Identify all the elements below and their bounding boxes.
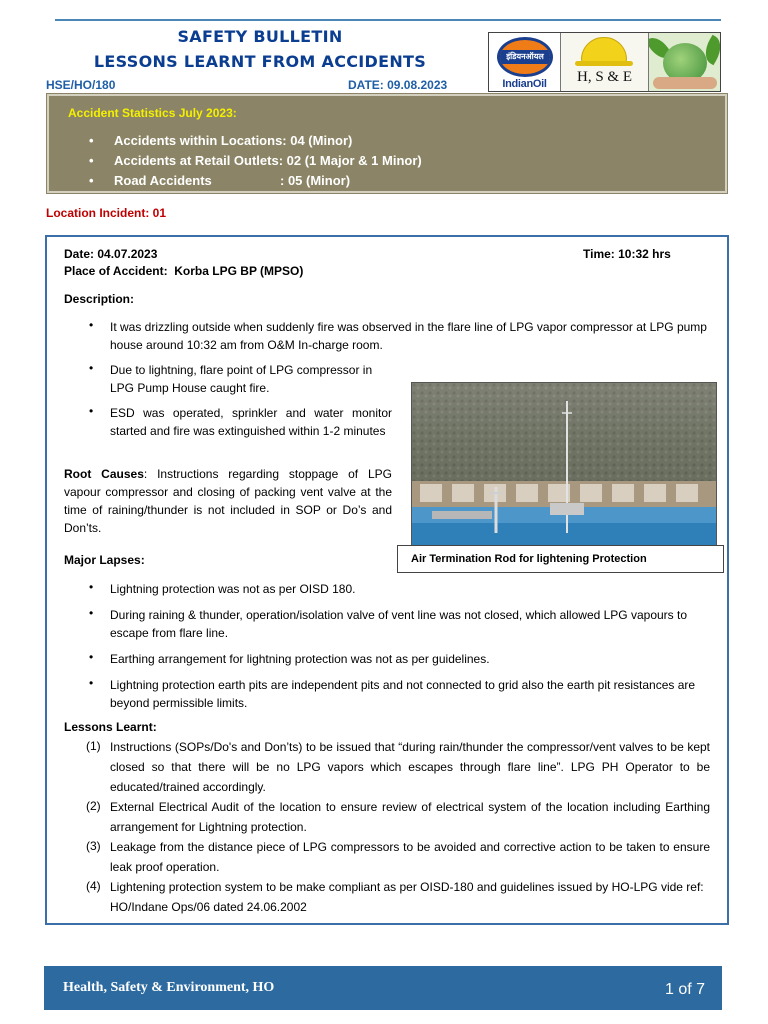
- environment-globe-icon: [649, 33, 720, 91]
- major-lapse-item: During raining & thunder, operation/isolation valve of vent line was not closed, which allowed LPG vapours to escape from flare line.: [110, 608, 688, 640]
- statistics-item: • Road Accidents : 05 (Minor): [89, 173, 422, 193]
- lesson-item: Lightening protection system to be make compliant as per OISD-180 and guidelines issued by HO-LPG vide ref: HO/Indane Ops/06 dated 24.06.2002: [110, 880, 704, 914]
- incident-time: Time: 10:32 hrs: [583, 247, 671, 261]
- bullet-icon: •: [89, 650, 94, 664]
- lesson-number: (1): [86, 739, 101, 753]
- lesson-number: (4): [86, 879, 101, 893]
- hse-logo-text: H, S & E: [576, 69, 632, 85]
- statistics-list: [89, 133, 422, 193]
- photo-illustration: [412, 383, 717, 548]
- description-item: ESD was operated, sprinkler and water monitor started and fire was extinguished within 1-2 minutes: [110, 406, 392, 438]
- bulletin-title: SAFETY BULLETIN: [177, 27, 343, 46]
- bullet-icon: •: [89, 361, 94, 375]
- description-heading: Description:: [64, 292, 135, 306]
- root-causes: Root Causes: Instructions regarding stoppage of LPG vapour compressor and closing of packing vent valve at the time of raining/thunder is not included in SOP or Do’s and Don’ts.: [64, 467, 392, 535]
- description-item: It was drizzling outside when suddenly fire was observed in the flare line of LPG vapor compressor at LPG pump house around 10:32 am from O&M In-charge room.: [110, 320, 707, 352]
- lessons-learnt-heading: Lessons Learnt:: [64, 720, 157, 734]
- lesson-item: Instructions (SOPs/Do's and Don’ts) to be issued that “during rain/thunder the compressor/vent valves to be kept closed so that there will be no LPG vapors which escapes through flare line”. LPG PH Operator to be educated/trained accordingly.: [110, 740, 710, 794]
- air-termination-rod-photo: [411, 382, 717, 548]
- indianoil-wordmark: IndianOil: [502, 78, 547, 90]
- page-number: 1 of 7: [664, 981, 705, 998]
- indianoil-hindi-text: इंडियनऑयल: [506, 52, 544, 61]
- description-item: Due to lightning, flare point of LPG compressor in LPG Pump House caught fire.: [110, 363, 373, 395]
- indianoil-emblem-icon: [497, 37, 553, 77]
- lesson-number: (3): [86, 839, 101, 853]
- incident-date: Date: 04.07.2023: [64, 247, 158, 261]
- reference-number: HSE/HO/180: [46, 78, 116, 92]
- major-lapse-item: Earthing arrangement for lightning protection was not as per guidelines.: [110, 652, 490, 666]
- bullet-icon: •: [89, 606, 94, 620]
- statistics-title: Accident Statistics July 2023:: [68, 106, 237, 120]
- lesson-item: External Electrical Audit of the location to ensure review of electrical system of the location including Earthing arrangement for Lightning protection.: [110, 800, 710, 834]
- lesson-number: (2): [86, 799, 101, 813]
- lesson-item: Leakage from the distance piece of LPG compressors to be avoided and corrective action to be taken to ensure leak proof operation.: [110, 840, 710, 874]
- major-lapses-heading: Major Lapses:: [64, 553, 145, 567]
- accident-statistics-panel: [47, 94, 727, 193]
- statistics-item: • Accidents within Locations: 04 (Minor): [89, 133, 422, 153]
- top-rule: [55, 19, 721, 21]
- indianoil-logo: [489, 33, 561, 91]
- bulletin-subtitle: LESSONS LEARNT FROM ACCIDENTS: [93, 52, 427, 71]
- safety-helmet-icon: [581, 37, 627, 63]
- major-lapse-item: Lightning protection earth pits are independent pits and not connected to grid also the earth pit resistances are beyond permissible limits.: [110, 678, 696, 710]
- logo-strip: [488, 32, 721, 92]
- bullet-icon: •: [89, 676, 94, 690]
- footer-bar: [44, 966, 722, 1010]
- photo-caption: Air Termination Rod for lightening Protection: [397, 545, 724, 573]
- bullet-icon: •: [89, 580, 94, 594]
- major-lapse-item: Lightning protection was not as per OISD 180.: [110, 582, 356, 596]
- location-incident-heading: Location Incident: 01: [46, 206, 167, 220]
- bullet-icon: •: [89, 404, 94, 418]
- bulletin-date: DATE: 09.08.2023: [348, 78, 448, 92]
- statistics-item: • Accidents at Retail Outlets: 02 (1 Major & 1 Minor): [89, 153, 422, 173]
- incident-place: Place of Accident: Korba LPG BP (MPSO): [64, 264, 304, 278]
- bullet-icon: •: [89, 318, 94, 332]
- footer-department: Health, Safety & Environment, HO: [63, 980, 275, 995]
- hse-logo: [561, 33, 649, 91]
